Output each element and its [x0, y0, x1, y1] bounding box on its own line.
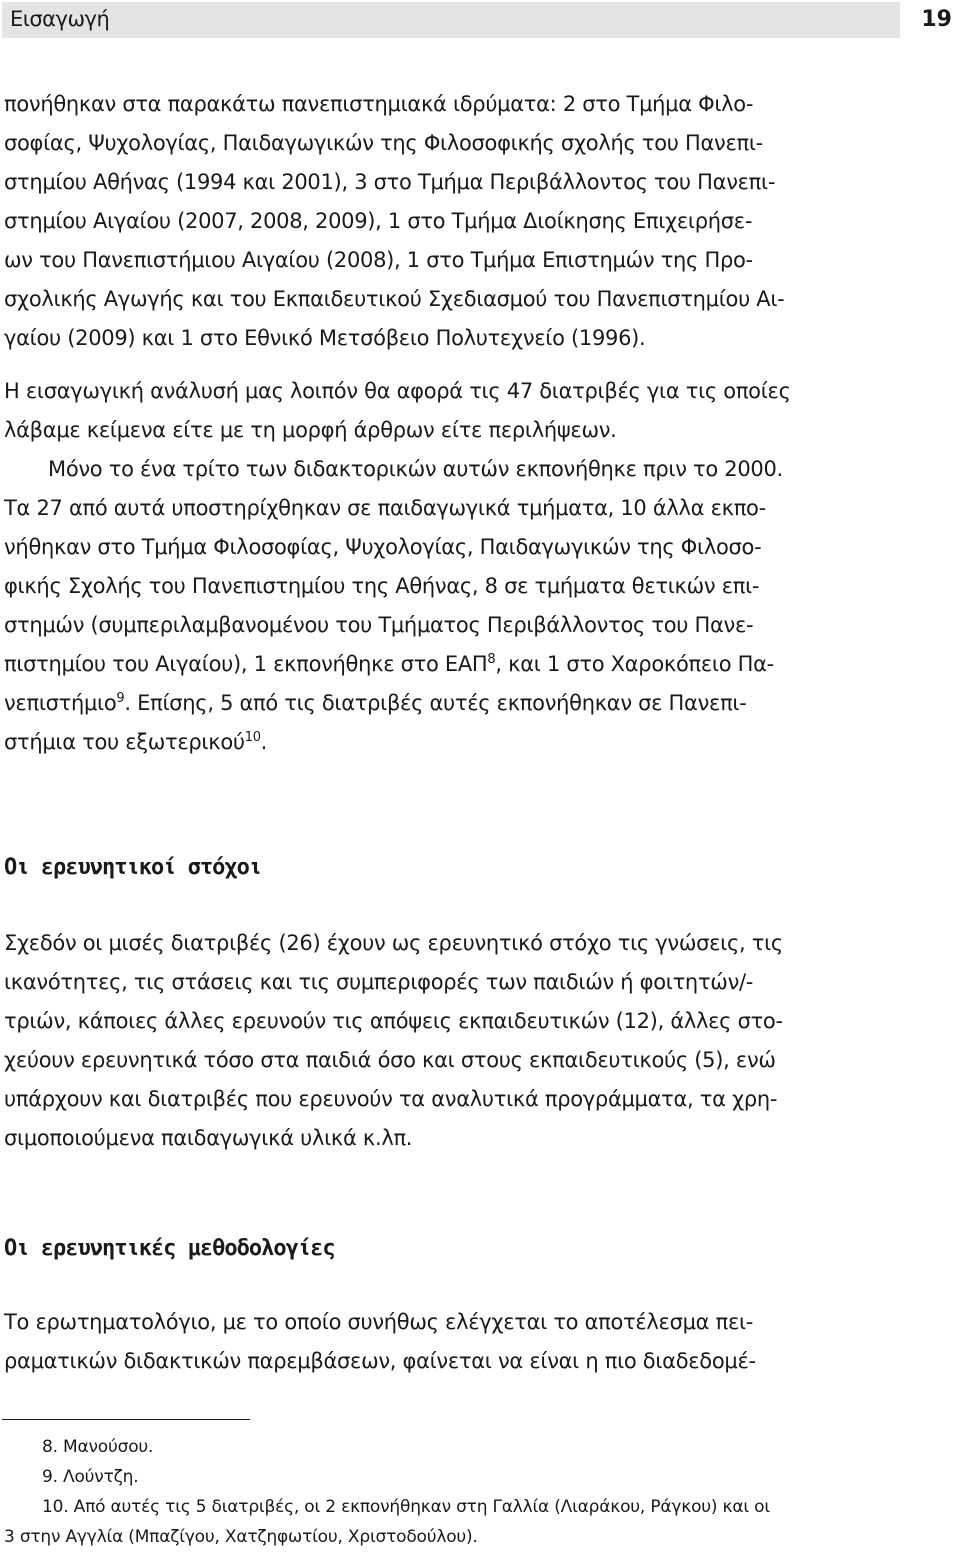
section-body-research-methods — [4, 1303, 900, 1381]
paragraph-2 — [4, 372, 900, 450]
text-line: σοφίας, Ψυχολογίας, Παιδαγωγικών της Φιλοσοφικής σχολής του Πανεπι- — [4, 131, 763, 155]
section-heading-research-methods: Οι ερευνητικές μεθοδολογίες — [4, 1236, 335, 1261]
text-segment: στήμια του εξωτερικού — [4, 730, 245, 754]
footnote-ref-10[interactable]: 10 — [244, 730, 261, 745]
footnote-ref-9[interactable]: 9 — [116, 691, 125, 706]
text-line: ων του Πανεπιστήμιου Αιγαίου (2008), 1 στο Τμήμα Επιστημών της Προ- — [4, 248, 753, 272]
text-line: Τα 27 από αυτά υποστηρίχθηκαν σε παιδαγωγικά τμήματα, 10 άλλα εκπο- — [4, 496, 766, 520]
text-line: σιμοποιούμενα παιδαγωγικά υλικά κ.λπ. — [4, 1126, 413, 1150]
text-line: Το ερωτηματολόγιο, με το οποίο συνήθως ελέγχεται το αποτέλεσμα πει- — [4, 1310, 754, 1334]
text-line: πονήθηκαν στα παρακάτω πανεπιστημιακά ιδρύματα: 2 στο Τμήμα Φιλο- — [4, 92, 754, 116]
text-line: χεύουν ερευνητικά τόσο στα παιδιά όσο και στους εκπαιδευτικούς (5), ενώ — [4, 1048, 776, 1072]
text-line: ραματικών διδακτικών παρεμβάσεων, φαίνεται να είναι η πιο διαδεδομέ- — [4, 1349, 756, 1373]
footnote-10: 10. Από αυτές τις 5 διατριβές, οι 2 εκπονήθηκαν στη Γαλλία (Λιαράκου, Ράγκου) και οι — [42, 1497, 770, 1517]
text-line — [4, 723, 900, 762]
text-segment: πιστημίου του Αιγαίου), 1 εκπονήθηκε στο ΕΑΠ — [4, 652, 488, 676]
chapter-title: Εισαγωγή — [10, 7, 110, 31]
footnote-8: 8. Μανούσου. — [42, 1437, 154, 1457]
intro-text — [4, 85, 900, 762]
text-segment: , και 1 στο Χαροκόπειο Πα- — [495, 652, 774, 676]
footnote-separator — [2, 1419, 250, 1420]
text-line: υπάρχουν και διατριβές που ερευνούν τα αναλυτικά προγράμματα, τα χρη- — [4, 1087, 778, 1111]
text-line: φικής Σχολής του Πανεπιστημίου της Αθήνας, 8 σε τμήματα θετικών επι- — [4, 574, 760, 598]
text-line: τριών, κάποιες άλλες ερευνούν τις απόψεις εκπαιδευτικών (12), άλλες στο- — [4, 1009, 783, 1033]
text-segment: νεπιστήμιο — [4, 691, 117, 715]
footnotes — [4, 1432, 904, 1552]
text-line — [4, 684, 900, 723]
text-line: στημών (συμπεριλαμβανομένου του Τμήματος Περιβάλλοντος του Πανε- — [4, 613, 754, 637]
text-line: νήθηκαν στο Τμήμα Φιλοσοφίας, Ψυχολογίας, Παιδαγωγικών της Φιλοσο- — [4, 535, 762, 559]
text-line: σχολικής Αγωγής και του Εκπαιδευτικού Σχεδιασμού του Πανεπιστημίου Αι- — [4, 287, 785, 311]
header-band — [2, 2, 900, 38]
text-line: Μόνο το ένα τρίτο των διδακτορικών αυτών εκπονήθηκε πριν το 2000. — [48, 457, 783, 481]
footnote-9: 9. Λούντζη. — [42, 1467, 139, 1487]
text-line: στημίου Αθήνας (1994 και 2001), 3 στο Τμήμα Περιβάλλοντος του Πανεπι- — [4, 170, 776, 194]
paragraph-1 — [4, 85, 900, 358]
paragraph — [4, 924, 900, 1158]
section-body-research-goals — [4, 924, 900, 1158]
paragraph — [4, 1303, 900, 1381]
text-segment: . Επίσης, 5 από τις διατριβές αυτές εκπονήθηκαν σε Πανεπι- — [124, 691, 747, 715]
text-line: γαίου (2009) και 1 στο Εθνικό Μετσόβειο Πολυτεχνείο (1996). — [4, 326, 646, 350]
text-line: Σχεδόν οι μισές διατριβές (26) έχουν ως ερευνητικό στόχο τις γνώσεις, τις — [4, 931, 783, 955]
text-line: λάβαμε κείμενα είτε με τη μορφή άρθρων είτε περιλήψεων. — [4, 418, 617, 442]
section-heading-research-goals: Οι ερευνητικοί στόχοι — [4, 855, 262, 880]
footnote-10-continued: 3 στην Αγγλία (Μπαζίγου, Χατζηφωτίου, Χριστοδούλου). — [4, 1527, 478, 1547]
text-line: Η εισαγωγική ανάλυσή μας λοιπόν θα αφορά τις 47 διατριβές για τις οποίες — [4, 379, 791, 403]
text-segment: . — [260, 730, 268, 754]
text-line — [4, 645, 900, 684]
text-line: ικανότητες, τις στάσεις και τις συμπεριφορές των παιδιών ή φοιτητών/- — [4, 970, 754, 994]
footnote-ref-8[interactable]: 8 — [487, 652, 496, 667]
paragraph-3 — [4, 450, 900, 762]
text-line: στημίου Αιγαίου (2007, 2008, 2009), 1 στο Τμήμα Διοίκησης Επιχειρήσε- — [4, 209, 753, 233]
page-number: 19 — [921, 7, 952, 32]
running-header — [0, 0, 960, 40]
